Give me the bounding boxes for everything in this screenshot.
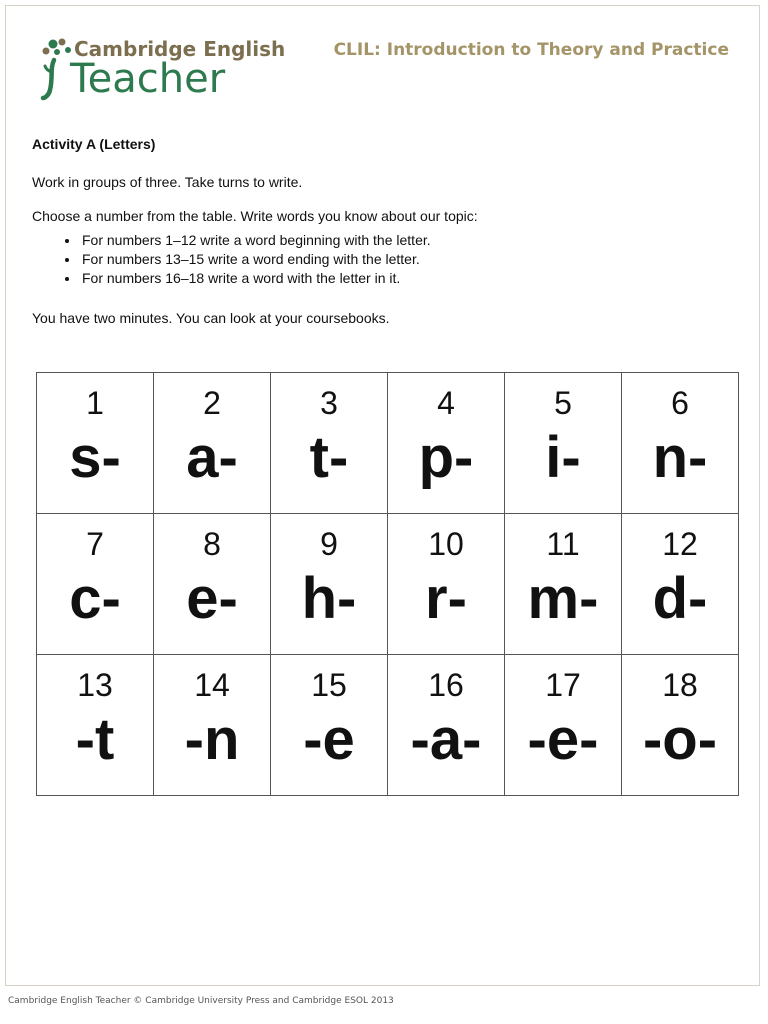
instruction-groups: Work in groups of three. Take turns to write.: [32, 174, 303, 190]
cell-number: 16: [428, 667, 464, 703]
cell-letter: p-: [418, 425, 474, 490]
cell-letter: i-: [545, 425, 581, 490]
cell-number: 8: [203, 526, 221, 562]
table-row: [37, 373, 739, 514]
cell-number: 6: [671, 385, 689, 421]
cell-letter: m-: [527, 566, 599, 631]
cell-letter: s-: [69, 425, 121, 490]
cell-number: 4: [437, 385, 455, 421]
cell-letter: -e-: [527, 707, 599, 772]
cell-letter: -a-: [410, 707, 482, 772]
cell-letter: e-: [186, 566, 238, 631]
cell-number: 2: [203, 385, 221, 421]
tree-person-logo-icon: [40, 38, 74, 102]
cell-letter: -t: [75, 707, 115, 772]
table-cell: [388, 655, 505, 796]
table-cell: [622, 514, 739, 655]
cell-letter: -o-: [642, 707, 718, 772]
course-title: CLIL: Introduction to Theory and Practice: [333, 40, 729, 60]
table-cell: [505, 373, 622, 514]
cell-number: 9: [320, 526, 338, 562]
cell-letter: -e: [303, 707, 355, 772]
cell-letter: r-: [425, 566, 467, 631]
cell-number: 13: [77, 667, 113, 703]
cell-letter: a-: [186, 425, 238, 490]
activity-instructions: [32, 136, 732, 344]
cell-letter: h-: [301, 566, 357, 631]
cell-letter: -n: [184, 707, 240, 772]
letters-table: [36, 372, 739, 796]
cell-letter: d-: [652, 566, 708, 631]
table-cell: [37, 514, 154, 655]
brand-name-line2: Teacher: [70, 56, 226, 102]
cell-number: 3: [320, 385, 338, 421]
activity-title: Activity A (Letters): [32, 136, 156, 152]
table-cell: [505, 514, 622, 655]
table-cell: [505, 655, 622, 796]
cell-letter: c-: [69, 566, 121, 631]
cambridge-english-teacher-logo: [40, 36, 286, 106]
rule-item: • For numbers 13–15 write a word ending with the letter.: [80, 251, 732, 267]
cell-number: 17: [545, 667, 581, 703]
rule-item: • For numbers 16–18 write a word with the letter in it.: [80, 270, 732, 286]
table-cell: [271, 373, 388, 514]
cell-number: 15: [311, 667, 347, 703]
cell-number: 7: [86, 526, 104, 562]
table-row: [37, 514, 739, 655]
table-cell: [154, 514, 271, 655]
table-row: [37, 655, 739, 796]
instruction-time: You have two minutes. You can look at your coursebooks.: [32, 310, 390, 326]
table-cell: [37, 655, 154, 796]
cell-number: 14: [194, 667, 230, 703]
table-cell: [37, 373, 154, 514]
table-cell: [622, 655, 739, 796]
cell-number: 1: [86, 385, 104, 421]
table-cell: [388, 373, 505, 514]
cell-number: 10: [428, 526, 464, 562]
cell-number: 18: [662, 667, 698, 703]
instruction-choose: Choose a number from the table. Write words you know about our topic:: [32, 208, 478, 224]
table-cell: [154, 655, 271, 796]
table-cell: [271, 655, 388, 796]
copyright-footer: Cambridge English Teacher © Cambridge University Press and Cambridge ESOL 2013: [8, 996, 394, 1006]
table-cell: [388, 514, 505, 655]
table-cell: [622, 373, 739, 514]
cell-letter: n-: [652, 425, 708, 490]
rules-list: [32, 232, 732, 286]
cell-number: 12: [662, 526, 698, 562]
document-page: [5, 5, 760, 986]
cell-number: 11: [546, 526, 580, 562]
cell-letter: t-: [309, 425, 349, 490]
cell-number: 5: [554, 385, 572, 421]
table-cell: [271, 514, 388, 655]
brand-name-line1: Cambridge English: [74, 37, 286, 61]
table-cell: [154, 373, 271, 514]
rule-item: • For numbers 1–12 write a word beginning with the letter.: [80, 232, 732, 248]
